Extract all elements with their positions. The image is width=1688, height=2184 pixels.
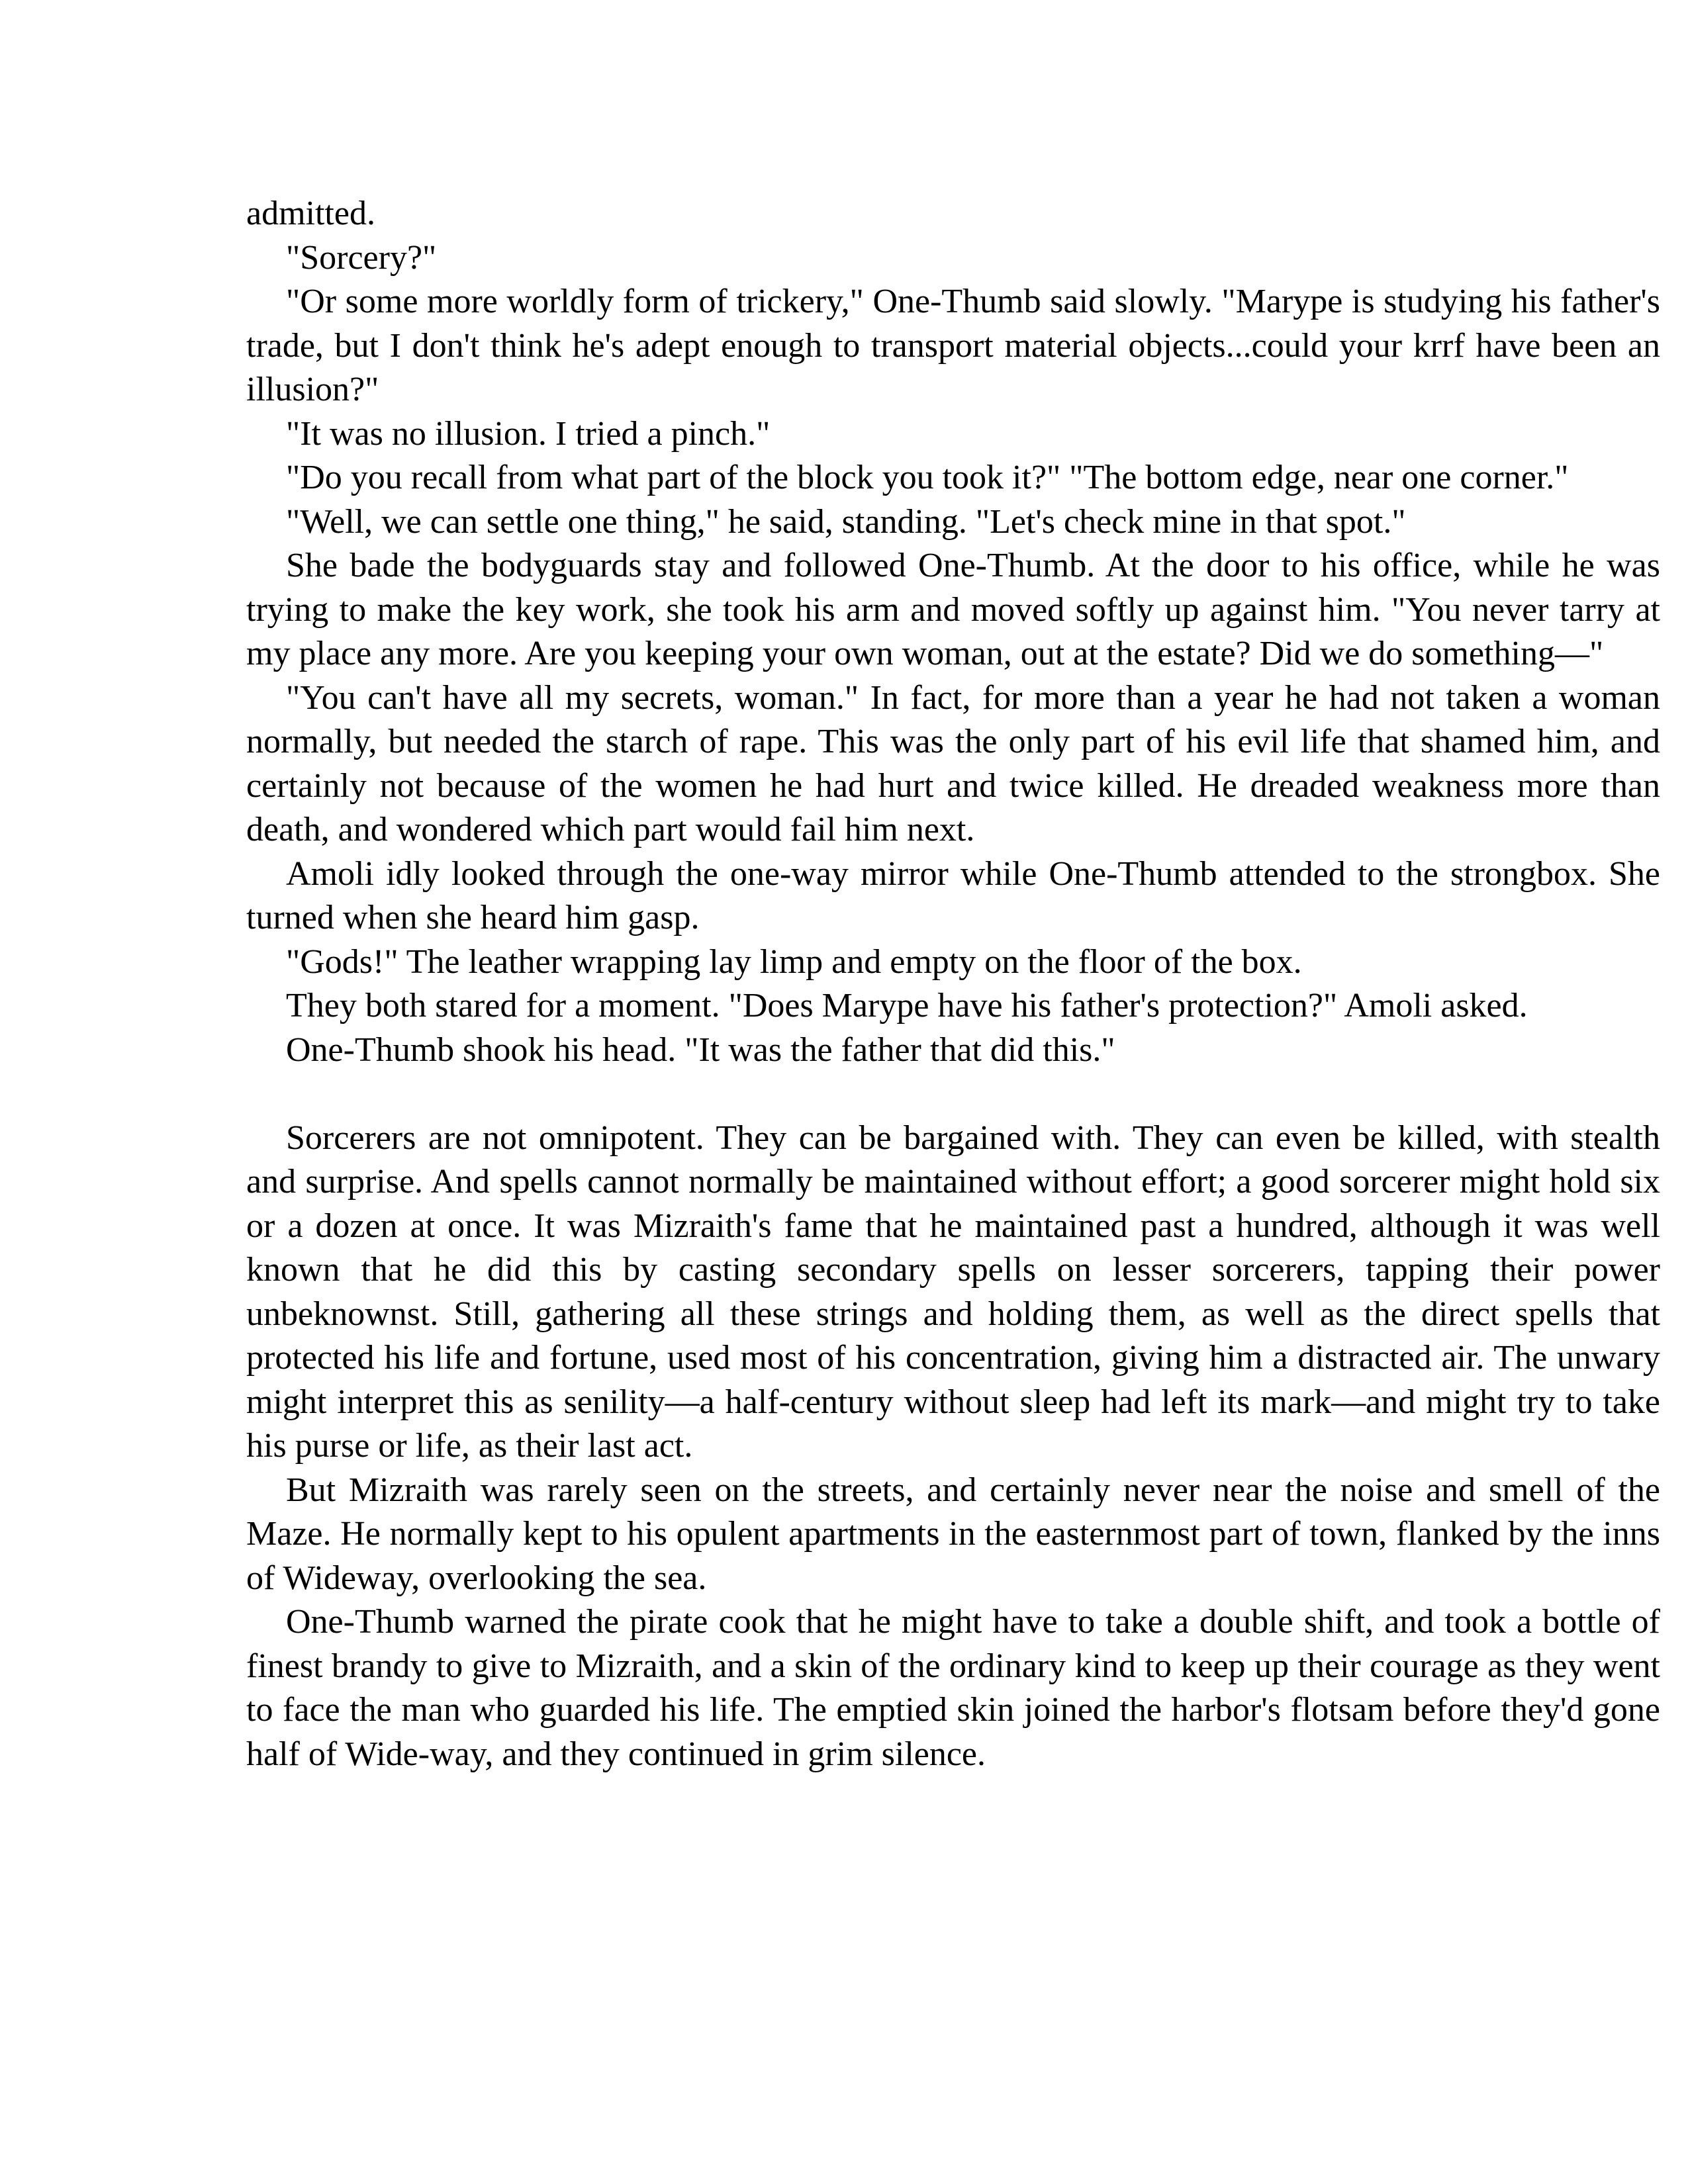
paragraph: They both stared for a moment. "Does Marype have his father's protection?" Amoli asked. [286, 987, 1528, 1024]
section-break [246, 1072, 1660, 1116]
paragraph: "Sorcery?" [286, 238, 437, 277]
paragraph: She bade the bodyguards stay and followed One-Thumb. At the door to his office, while he was trying to make the key work, she took his arm and moved softly up against him. "You never tarry at my place any more. Are you keeping your own woman, out at the estate? Did we do something—" [246, 547, 1660, 672]
paragraph: Sorcerers are not omnipotent. They can be bargained with. They can even be killed, with stealth and surprise. And spells cannot normally be maintained without effort; a good sorcerer might hold six or a dozen at once. It was Mizraith's fame that he maintained past a hundred, although it was well known that he did this by casting secondary spells on lesser sorcerers, tapping their power unbeknownst. Still, gathering all these strings and holding them, as well as the direct spells that protected his life and fortune, used most of his concentration, giving him a distracted air. The unwary might interpret this as senility—a half-century without sleep had left its mark—and might try to take his purse or life, as their last act. [246, 1118, 1660, 1465]
paragraph: "It was no illusion. I tried a pinch." [286, 414, 771, 453]
paragraph: "Gods!" The leather wrapping lay limp and empty on the floor of the box. [286, 942, 1302, 981]
text-section-1 [246, 192, 1660, 1072]
paragraph: "Well, we can settle one thing," he said, standing. "Let's check mine in that spot." [286, 502, 1406, 541]
paragraph: "You can't have all my secrets, woman." In fact, for more than a year he had not taken a woman normally, but needed the starch of rape. This was the only part of his evil life that shamed him, and certainly not because of the women he had hurt and twice killed. He dreaded weakness more than death, and wondered which part would fail him next. [246, 678, 1660, 848]
paragraph: But Mizraith was rarely seen on the streets, and certainly never near the noise and smell of the Maze. He normally kept to his opulent apartments in the easternmost part of town, flanked by the inns of Wideway, overlooking the sea. [246, 1471, 1660, 1597]
text-section-2 [246, 1116, 1660, 1777]
paragraph: One-Thumb shook his head. "It was the father that did this." [286, 1030, 1115, 1069]
paragraph: Amoli idly looked through the one-way mirror while One-Thumb attended to the strongbox. She turned when she heard him gasp. [246, 854, 1660, 936]
paragraph: One-Thumb warned the pirate cook that he might have to take a double shift, and took a bottle of finest brandy to give to Mizraith, and a skin of the ordinary kind to keep up their courage as they went to face the man who guarded his life. The emptied skin joined the harbor's flotsam before they'd gone half of Wide-way, and they continued in grim silence. [246, 1603, 1660, 1773]
page-body [246, 192, 1660, 1776]
paragraph: "Or some more worldly form of trickery," One-Thumb said slowly. "Marype is studying his father's trade, but I don't think he's adept enough to transport material objects...could your krrf have been an illusion?" [246, 283, 1660, 408]
paragraph: "Do you recall from what part of the block you took it?" "The bottom edge, near one corner." [286, 459, 1569, 496]
paragraph: admitted. [246, 195, 375, 232]
